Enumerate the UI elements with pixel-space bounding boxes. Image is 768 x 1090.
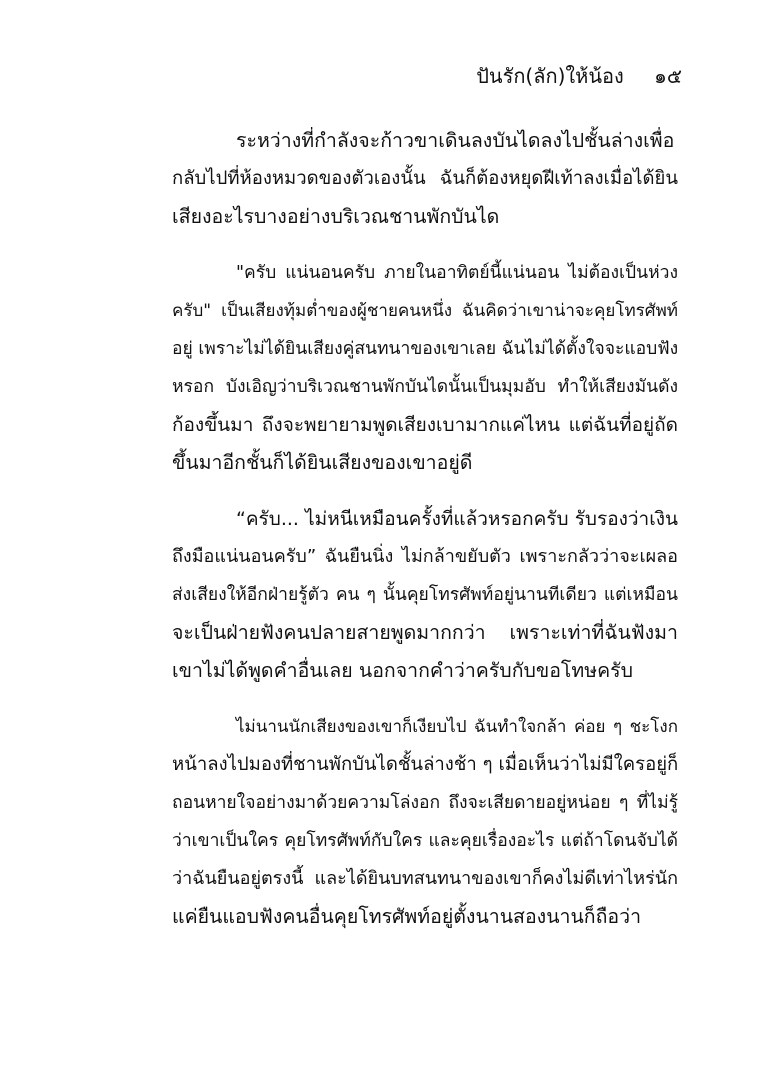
body-text [172,122,678,954]
text-line: ระหว่างที่กำลังจะก้าวขาเดินลงบันไดลงไปชั้นล่างเพื่อ [236,129,675,152]
paragraph [172,122,678,236]
page-number: ๑๕ [654,64,682,88]
text-line: ถึงมือแน่นอนครับ” ฉันยืนนิ่ง ไม่กล้าขยับตัว เพราะกลัวว่าจะเผลอ [172,546,678,567]
text-line: ว่าฉันยืนอยู่ตรงนี้ และได้ยินบทสนทนาของเขาก็คงไม่ดีเท่าไหร่นัก [172,868,678,889]
text-line: เสียงอะไรบางอย่างบริเวณชานพักบันได [172,205,500,228]
text-line: ถอนหายใจอย่างมาด้วยความโล่งอก ถึงจะเสียดายอยู่หน่อย ๆ ที่ไม่รู้ [172,793,678,813]
book-title: ปันรัก(ลัก)ให้น้อง [476,64,624,88]
text-line: "ครับ แน่นอนครับ ภายในอาทิตย์นี้แน่นอน ไม่ต้องเป็นห่วง [236,263,678,283]
text-line: จะเป็นฝ่ายฟังคนปลายสายพูดมากกว่า เพราะเท่าที่ฉันฟังมา [172,621,678,644]
text-line: เขาไม่ได้พูดคำอื่นเลย นอกจากคำว่าครับกับขอโทษครับ [172,659,633,682]
text-line: หรอก บังเอิญว่าบริเวณชานพักบันไดนั้นเป็นมุมอับ ทำให้เสียงมันดัง [172,377,678,397]
text-line: “ครับ... ไม่หนีเหมือนครั้งที่แล้วหรอกครับ รับรองว่าเงิน [236,508,678,530]
text-line: ว่าเขาเป็นใคร คุยโทรศัพท์กับใคร และคุยเรื่องอะไร แต่ถ้าโดนจับได้ [172,831,678,851]
text-line: กลับไปที่ห้องหมวดของตัวเองนั้น ฉันก็ต้องหยุดฝีเท้าลงเมื่อได้ยิน [172,168,678,189]
text-line: ไม่นานนักเสียงของเขาก็เงียบไป ฉันทำใจกล้า ค่อย ๆ ชะโงก [236,717,678,737]
text-line: ก้องขึ้นมา ถึงจะพยายามพูดเสียงเบามากแค่ไหน แต่ฉันที่อยู่ถัด [172,414,678,436]
paragraph [172,500,678,690]
text-line: อยู่ เพราะไม่ได้ยินเสียงคู่สนทนาของเขาเลย ฉันไม่ได้ตั้งใจจะแอบฟัง [172,339,679,359]
text-line: ครับ" เป็นเสียงทุ้มต่ำของผู้ชายคนหนึ่ง ฉันคิดว่าเขาน่าจะคุยโทรศัพท์ [172,301,678,321]
text-line: ส่งเสียงให้อีกฝ่ายรู้ตัว คน ๆ นั้นคุยโทรศัพท์อยู่นานทีเดียว แต่เหมือน [172,585,678,605]
paragraph [172,254,678,482]
text-line: หน้าลงไปมองที่ชานพักบันไดชั้นล่างช้า ๆ เมื่อเห็นว่าไม่มีใครอยู่ก็ [172,754,679,775]
paragraph [172,708,678,936]
running-header [476,62,682,90]
text-line: แค่ยืนแอบฟังคนอื่นคุยโทรศัพท์อยู่ตั้งนานสองนานก็ถือว่า [172,905,642,928]
text-line: ขึ้นมาอีกชั้นก็ได้ยินเสียงของเขาอยู่ดี [172,451,473,474]
